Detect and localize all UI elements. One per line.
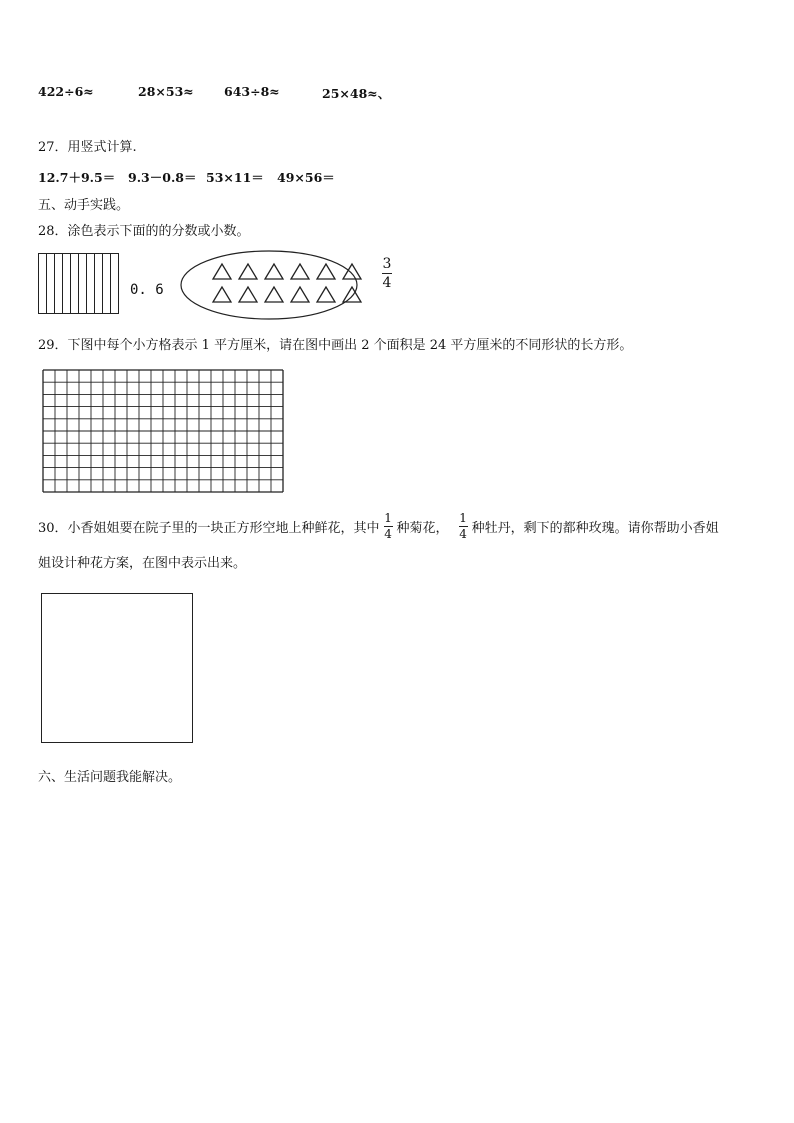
q28-fraction-denominator: 4 bbox=[382, 275, 392, 291]
q30-fraction-1-numerator: 1 bbox=[384, 511, 392, 525]
q27-item-2: 9.3－0.8＝ bbox=[128, 170, 197, 185]
square-grid bbox=[42, 369, 284, 493]
q30-fraction-2-numerator: 1 bbox=[459, 511, 467, 525]
striped-bar-figure bbox=[38, 253, 120, 315]
triangle bbox=[291, 287, 309, 302]
q30-text-part-1: 30．小香姐姐要在院子里的一块正方形空地上种鲜花，其中 bbox=[38, 521, 380, 536]
q30-text-part-2: 种菊花， bbox=[396, 521, 449, 536]
q27-item-3: 53×11＝ bbox=[206, 170, 264, 185]
triangle bbox=[213, 264, 231, 279]
q27-title: 27．用竖式计算. bbox=[38, 140, 137, 155]
q28-fraction bbox=[382, 256, 392, 291]
q30-fraction-2 bbox=[459, 512, 468, 541]
triangle-ellipse-figure bbox=[180, 249, 360, 321]
q28-fraction-numerator: 3 bbox=[382, 256, 392, 272]
section-6-heading: 六、生活问题我能解决。 bbox=[38, 770, 182, 785]
q30-line-1 bbox=[38, 512, 719, 541]
triangle bbox=[317, 287, 335, 302]
estimate-item-4: 25×48≈、 bbox=[322, 86, 391, 101]
q30-line-2: 姐设计种花方案，在图中表示出来。 bbox=[38, 556, 247, 571]
triangle bbox=[291, 264, 309, 279]
triangle bbox=[265, 264, 283, 279]
triangle bbox=[317, 264, 335, 279]
q28-fraction-bar bbox=[382, 273, 392, 274]
triangle bbox=[265, 287, 283, 302]
decimal-label: 0. 6 bbox=[130, 282, 164, 298]
q29-title: 29．下图中每个小方格表示 1 平方厘米，请在图中画出 2 个面积是 24 平方厘米的不同形状的长方形。 bbox=[38, 338, 633, 353]
section-5-heading: 五、动手实践。 bbox=[38, 198, 130, 213]
q28-title: 28．涂色表示下面的的分数或小数。 bbox=[38, 224, 250, 239]
triangle bbox=[213, 287, 231, 302]
triangle bbox=[239, 287, 257, 302]
triangle bbox=[343, 264, 361, 279]
estimate-item-1: 422÷6≈ bbox=[38, 84, 94, 99]
q27-item-1: 12.7＋9.5＝ bbox=[38, 170, 116, 185]
square-plot-figure bbox=[41, 593, 195, 745]
estimate-item-2: 28×53≈ bbox=[138, 84, 194, 99]
triangle bbox=[343, 287, 361, 302]
q30-fraction-1-denominator: 4 bbox=[384, 527, 392, 541]
square-plot-outline bbox=[42, 594, 193, 743]
q27-item-4: 49×56＝ bbox=[277, 170, 335, 185]
triangle bbox=[239, 264, 257, 279]
q30-fraction-1 bbox=[384, 512, 393, 541]
estimate-item-3: 643÷8≈ bbox=[224, 84, 280, 99]
q30-fraction-2-denominator: 4 bbox=[459, 527, 467, 541]
q30-text-part-3: 种牡丹，剩下的都种玫瑰。请你帮助小香姐 bbox=[471, 521, 719, 536]
ellipse-outline bbox=[181, 251, 357, 319]
